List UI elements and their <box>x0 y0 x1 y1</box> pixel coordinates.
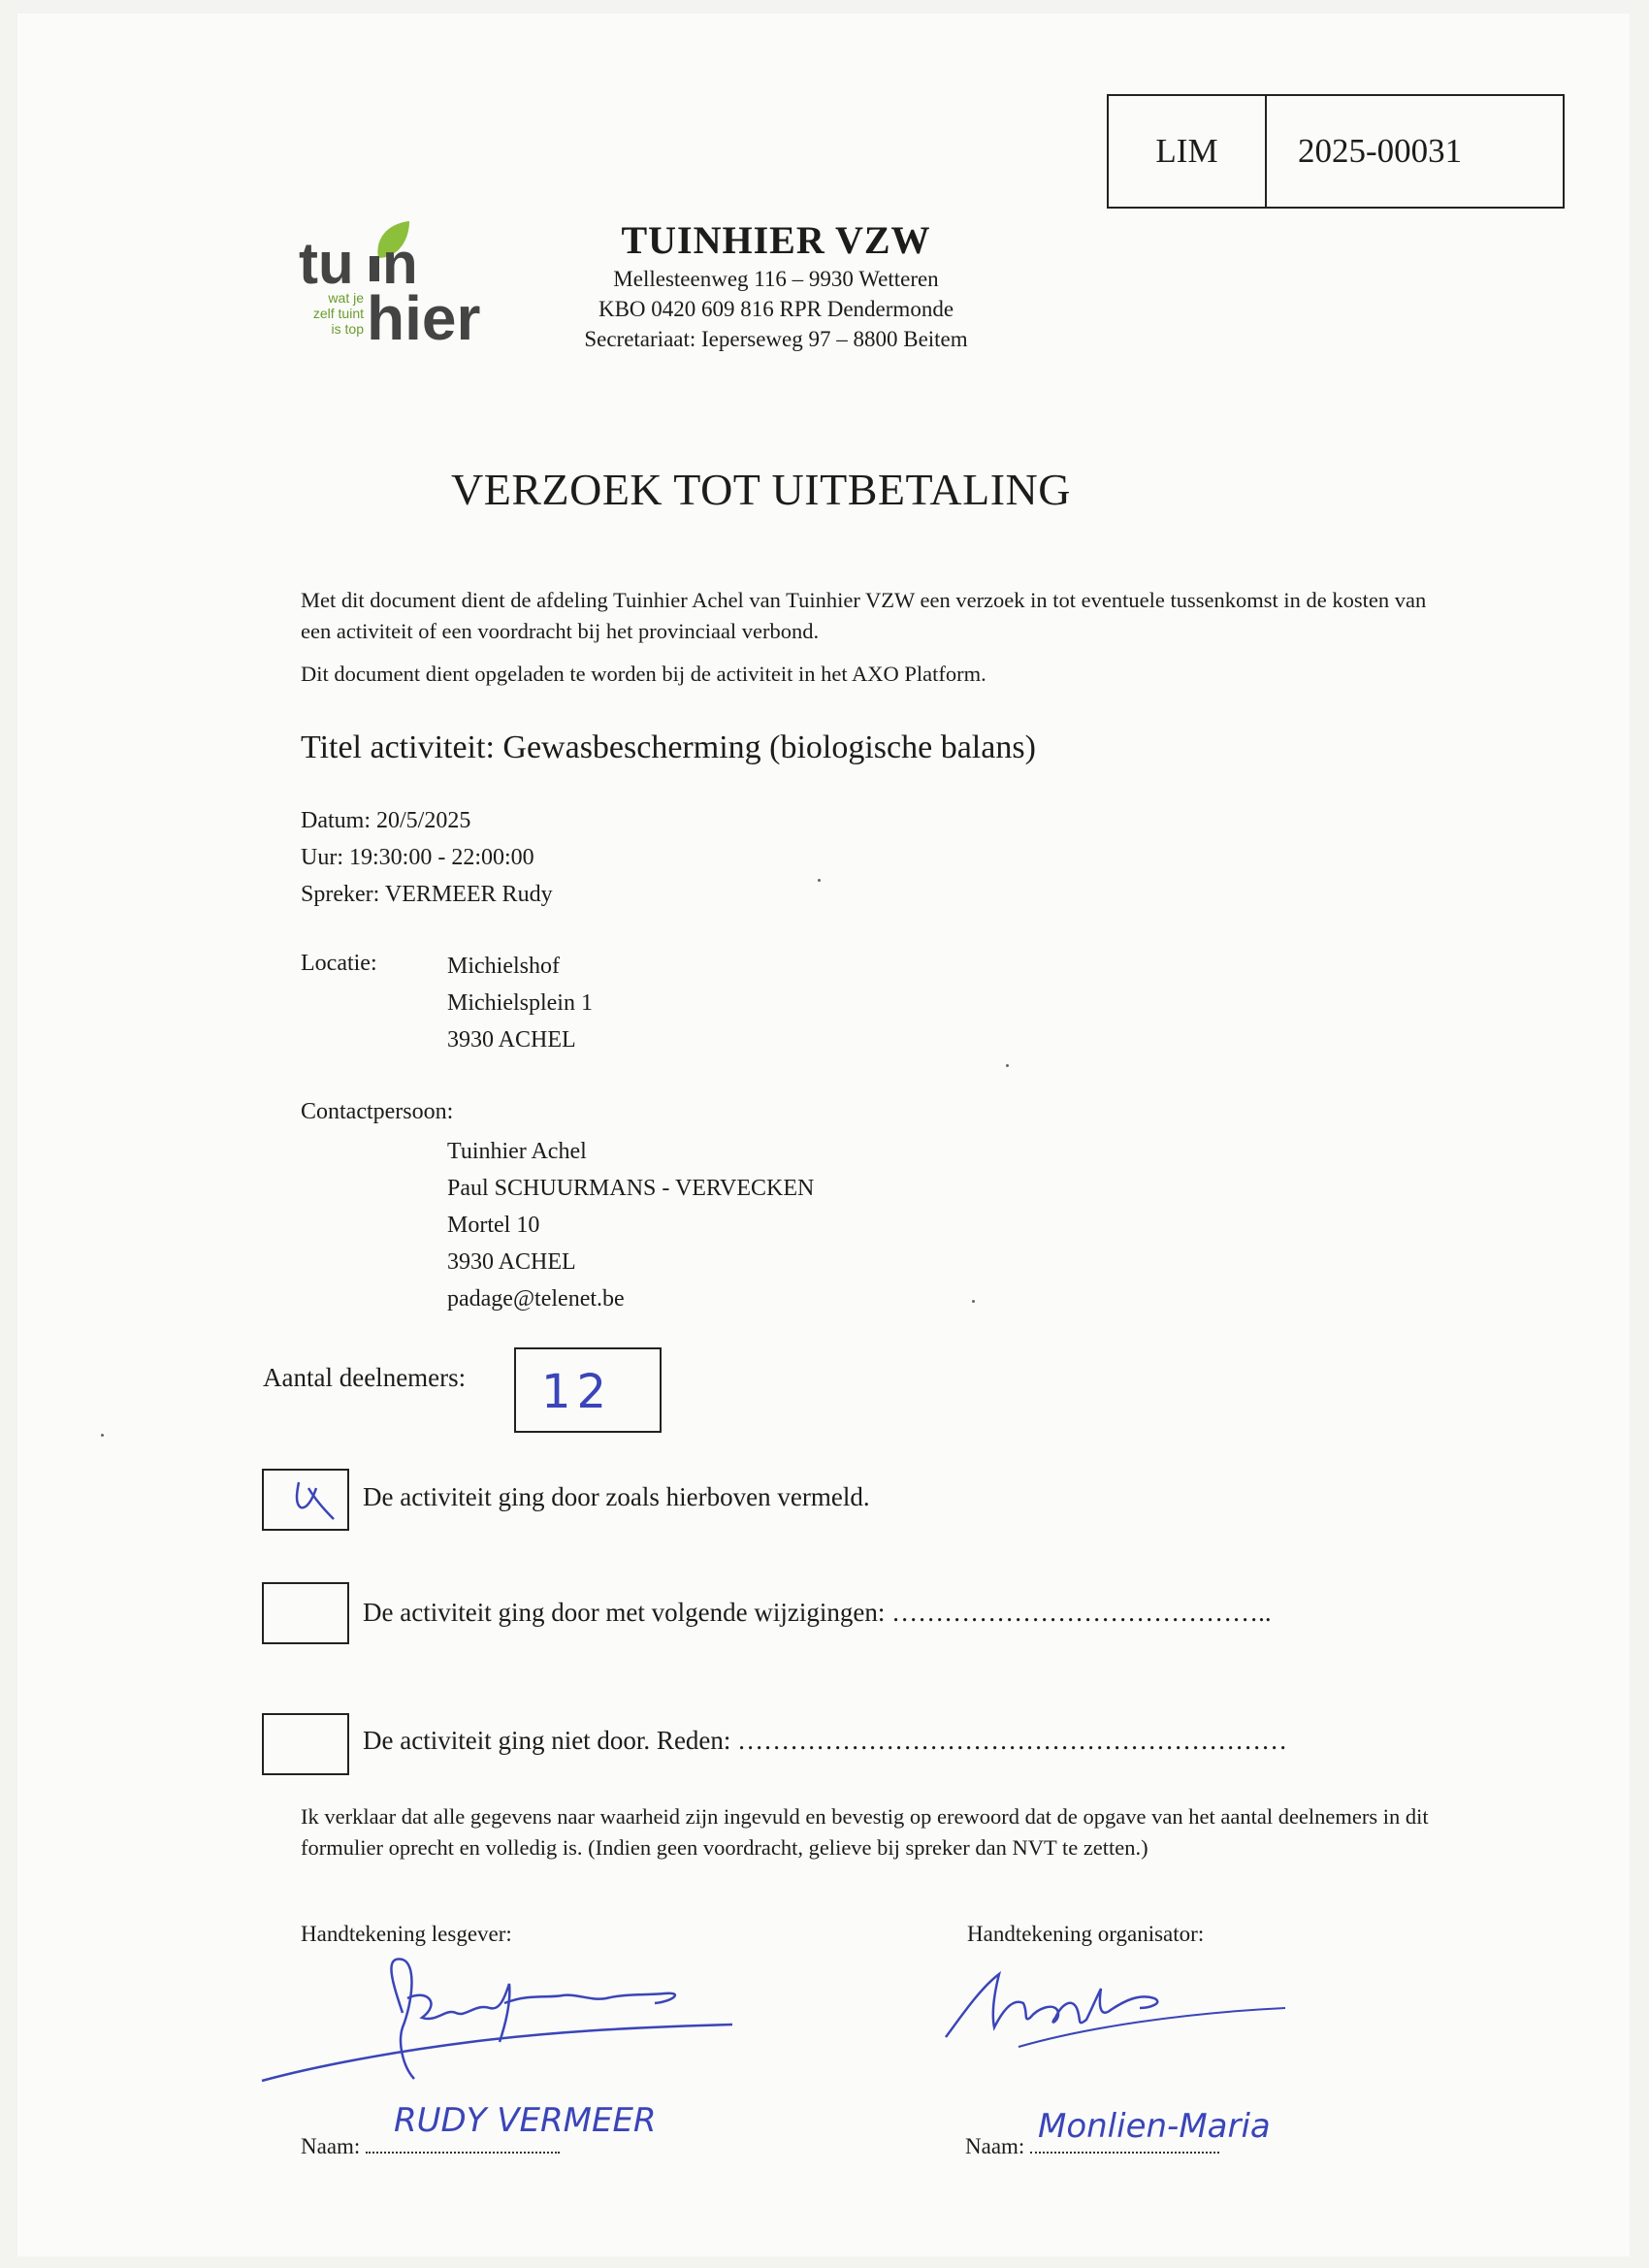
scan-speck <box>1006 1064 1009 1067</box>
signature-organiser-label: Handtekening organisator: <box>967 1922 1205 1946</box>
activity-speaker: Spreker: VERMEER Rudy <box>301 882 553 907</box>
name-teacher-handwritten: RUDY VERMEER <box>394 2101 657 2140</box>
intro-paragraph-1: Met dit document dient de afdeling Tuinhier Achel van Tuinhier VZW een verzoek in tot eventuele tussenkomst in de kosten van een activiteit of een voordracht bij het provinciaal verbond. <box>301 588 1427 643</box>
signature-teacher-image <box>257 1945 742 2090</box>
name-teacher-label: Naam: <box>301 2134 560 2159</box>
location-city: 3930 ACHEL <box>447 1027 576 1053</box>
document-title: VERZOEK TOT UITBETALING <box>451 465 1071 514</box>
signature-teacher-label: Handtekening lesgever: <box>301 1922 512 1946</box>
checkbox-with-changes-label: De activiteit ging door met volgende wijzigingen: …………………………………….. <box>363 1598 1272 1627</box>
intro-paragraph-2: Dit document dient opgeladen te worden bij de activiteit in het AXO Platform. <box>301 662 986 686</box>
reference-box <box>1107 94 1565 209</box>
checkbox-with-changes[interactable] <box>262 1582 349 1644</box>
checkbox-went-as-planned-label: De activiteit ging door zoals hierboven vermeld. <box>363 1482 870 1511</box>
checkbox-went-as-planned[interactable] <box>262 1469 349 1531</box>
participants-label: Aantal deelnemers: <box>263 1363 467 1392</box>
location-name: Michielshof <box>447 954 560 979</box>
participants-box[interactable] <box>514 1347 662 1433</box>
contact-name: Paul SCHUURMANS - VERVECKEN <box>447 1176 815 1201</box>
activity-time: Uur: 19:30:00 - 22:00:00 <box>301 845 534 870</box>
svg-text:tu: tu <box>299 231 354 296</box>
svg-text:zelf tuint: zelf tuint <box>312 306 364 321</box>
activity-date-value: 20/5/2025 <box>376 808 471 833</box>
name-teacher-dotline <box>366 2138 560 2154</box>
province-code: LIM <box>1109 96 1267 207</box>
signature-organiser-image <box>941 1950 1290 2057</box>
organisation-header <box>543 217 1009 354</box>
reference-number: 2025-00031 <box>1298 132 1463 170</box>
scan-speck <box>101 1434 104 1437</box>
location-label: Locatie: <box>301 951 377 976</box>
activity-time-value: 19:30:00 - 22:00:00 <box>349 845 534 870</box>
participants-count-handwritten: 12 <box>541 1365 613 1419</box>
contact-city: 3930 ACHEL <box>447 1249 576 1275</box>
scan-speck <box>972 1300 975 1303</box>
activity-speaker-value: VERMEER Rudy <box>384 882 553 907</box>
activity-details <box>301 802 553 913</box>
declaration-text: Ik verklaar dat alle gegevens naar waarheid zijn ingevuld en bevestig op erewoord dat de opgave van het aantal deelnemers in dit formulier oprecht en volledig is. (Indien geen voordracht, gelieve bij spreker dan NVT te zetten.) <box>301 1804 1429 1860</box>
organisation-kbo: KBO 0420 609 816 RPR Dendermonde <box>598 297 954 321</box>
svg-text:wat je: wat je <box>328 290 364 306</box>
contact-organisation: Tuinhier Achel <box>447 1139 587 1164</box>
activity-title-value: Gewasbescherming (biologische balans) <box>502 729 1036 765</box>
activity-date: Datum: 20/5/2025 <box>301 808 471 833</box>
location-street: Michielsplein 1 <box>447 990 593 1016</box>
organisation-name: TUINHIER VZW <box>621 218 931 262</box>
checkbox-did-not-happen-label: De activiteit ging niet door. Reden: ……………………………………………………… <box>363 1726 1288 1755</box>
activity-title-label: Titel activiteit: <box>301 729 495 765</box>
tuinhier-logo <box>289 219 493 365</box>
name-organiser-handwritten: Monlien-Maria <box>1038 2107 1271 2146</box>
activity-title <box>301 729 1036 766</box>
svg-text:n: n <box>382 231 418 296</box>
scan-speck <box>818 879 821 882</box>
contact-block <box>447 1133 814 1317</box>
contact-email: padage@telenet.be <box>447 1286 625 1312</box>
contact-street: Mortel 10 <box>447 1213 540 1238</box>
checkmark-x-icon <box>264 1471 351 1533</box>
organisation-address: Mellesteenweg 116 – 9930 Wetteren <box>613 267 939 291</box>
svg-text:hier: hier <box>367 283 481 353</box>
organisation-secretariat: Secretariaat: Ieperseweg 97 – 8800 Beitem <box>584 327 968 351</box>
intro-text <box>301 585 1455 690</box>
name-organiser-label: Naam: <box>965 2134 1219 2159</box>
contact-label: Contactpersoon: <box>301 1099 454 1124</box>
checkbox-did-not-happen[interactable] <box>262 1713 349 1775</box>
location-block <box>447 948 593 1058</box>
svg-text:is top: is top <box>331 321 364 337</box>
